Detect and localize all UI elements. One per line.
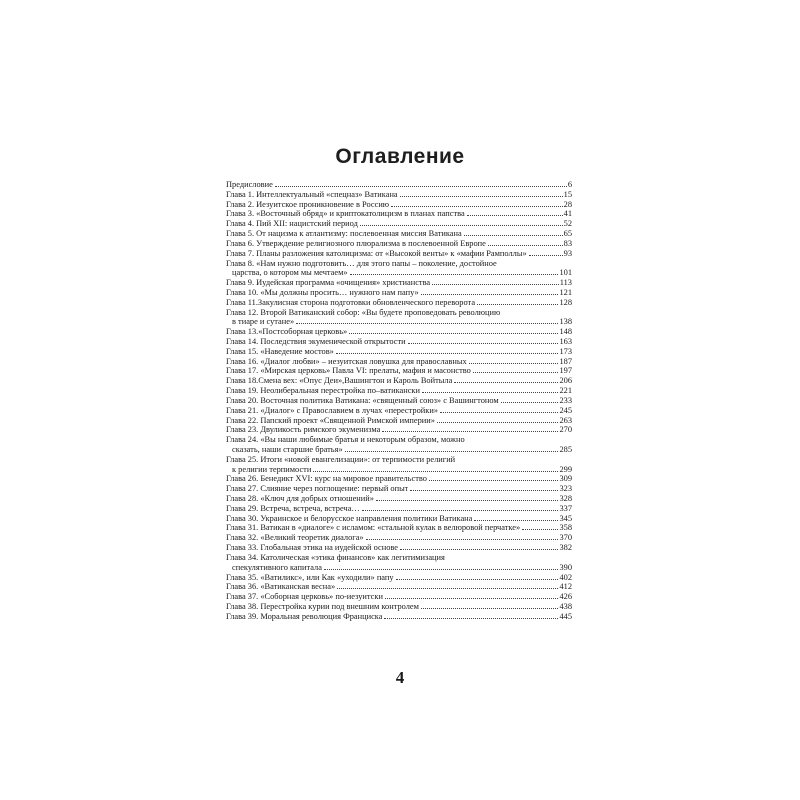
dot-leader: [384, 618, 558, 619]
dot-leader: [440, 412, 558, 413]
dot-leader: [324, 569, 558, 570]
toc-entry-title: Глава 17. «Мирская церковь» Павла VI: прелаты, мафия и масонство: [226, 366, 471, 376]
toc-entry-title: Глава 10. «Мы должны просить… нужного нам папу»: [226, 287, 419, 297]
toc-entry-title: Глава 11.Закулисная сторона подготовки обновленческого переворота: [226, 297, 476, 307]
toc-entry: [226, 268, 572, 278]
toc-entry: [226, 317, 572, 327]
toc-entry-title: спекулятивного капитала: [232, 562, 322, 572]
toc-entry: [226, 288, 572, 298]
toc-entry-title: Глава 37. «Соборная церковь» по-иезуитски: [226, 592, 383, 602]
dot-leader: [400, 549, 558, 550]
toc-entry-title: Глава 4. Пий XII: нацистский период: [226, 219, 358, 229]
page-title: Оглавление: [335, 145, 465, 168]
toc-entry-page: 370: [559, 533, 572, 543]
toc-entry-page: 65: [563, 229, 572, 239]
toc-entry-page: 221: [559, 386, 572, 396]
toc-entry-title: Глава 15. «Наведение мостов»: [226, 346, 334, 356]
toc-entry: [226, 298, 572, 308]
toc-entry-page: 358: [559, 523, 572, 533]
toc-entry-title: Глава 13.«Постсоборная церковь»: [226, 327, 348, 337]
toc-entry-title: Глава 39. Моральная революция Франциска: [226, 611, 383, 621]
toc-entry-page: 285: [559, 444, 572, 454]
toc-entry-title: Глава 16. «Диалог любви» – иезуитская ловушка для православных: [226, 356, 467, 366]
dot-leader: [467, 215, 563, 216]
dot-leader: [422, 392, 558, 393]
dot-leader: [477, 304, 558, 305]
toc-entry-page: 121: [559, 287, 572, 297]
toc-entry: [226, 494, 572, 504]
toc-entry: [226, 445, 572, 455]
toc-entry-title: Глава 26. Бенедикт XVI: курс на мировое правительство: [226, 474, 427, 484]
dot-leader: [396, 579, 559, 580]
toc-entry-page: 173: [559, 346, 572, 356]
dot-leader: [474, 520, 558, 521]
toc-entry: [226, 514, 572, 524]
toc-entry: [226, 229, 572, 239]
toc-entry-page: 270: [559, 425, 572, 435]
toc-entry-title: Глава 2. Иезуитское проникновение в Россию: [226, 199, 390, 209]
toc-entry: [226, 327, 572, 337]
dot-leader: [385, 598, 559, 599]
dot-leader: [313, 471, 558, 472]
toc-entry: [226, 612, 572, 622]
toc-entry-title: Предисловие: [226, 180, 273, 189]
toc-entry: [226, 337, 572, 347]
toc-entry: [226, 386, 572, 396]
toc-entry: [226, 376, 572, 386]
dot-leader: [473, 372, 559, 373]
dot-leader: [437, 422, 558, 423]
toc-entry: [226, 573, 572, 583]
toc-entry: [226, 523, 572, 533]
dot-leader: [336, 353, 559, 354]
dot-leader: [469, 363, 559, 364]
toc-entry-title: Глава 21. «Диалог» с Православием в лучах «перестройки»: [226, 405, 438, 415]
toc-entry-page: 402: [559, 572, 572, 582]
toc-entry: [226, 239, 572, 249]
toc-entry-page: 299: [559, 464, 572, 474]
toc-entry: [226, 435, 572, 445]
toc-entry-page: 28: [563, 199, 572, 209]
toc-entry: [226, 543, 572, 553]
toc-entry-page: 163: [559, 337, 572, 346]
toc-entry-title: Глава 5. От нацизма к атлантизму: послевоенная миссия Ватикана: [226, 229, 462, 239]
toc-entry-page: 93: [563, 248, 572, 258]
dot-leader: [522, 529, 558, 530]
toc-entry-page: 197: [559, 366, 572, 376]
dot-leader: [421, 608, 558, 609]
toc-entry-page: 337: [559, 503, 572, 513]
toc-entry: [226, 484, 572, 494]
toc-entry-title: к религии терпимости: [232, 464, 312, 474]
toc-entry: [226, 396, 572, 406]
toc-entry: [226, 357, 572, 367]
dot-leader: [408, 343, 559, 344]
toc-entry-title: сказать, наши старшие братья»: [232, 444, 343, 454]
toc-entry-page: 101: [559, 268, 572, 278]
toc-entry: [226, 425, 572, 435]
toc-entry-title: Глава 6. Утверждение религиозного плюрализма в послевоенной Европе: [226, 238, 486, 248]
toc-entry: [226, 209, 572, 219]
dot-leader: [345, 451, 559, 452]
toc-entry-page: 187: [559, 356, 572, 366]
dot-leader: [464, 235, 563, 236]
toc-entry-title: Глава 19. Неолиберальная перестройка по–ватикански: [226, 386, 420, 396]
toc-entry: [226, 347, 572, 357]
toc-entry-page: 390: [559, 562, 572, 572]
page-number: 4: [395, 668, 405, 687]
dot-leader: [410, 490, 558, 491]
toc-entry-title: Глава 38. Перестройка курии под внешним контролем: [226, 601, 419, 611]
toc-entry: [226, 219, 572, 229]
toc-entry-page: 138: [559, 317, 572, 327]
toc-entry-title: в тиаре и сутане»: [232, 317, 295, 327]
toc-entry-page: 113: [559, 278, 572, 288]
toc-entry-page: 41: [563, 209, 572, 219]
toc-entry: [226, 366, 572, 376]
dot-leader: [337, 588, 558, 589]
toc-entry: [226, 278, 572, 288]
toc-entry-title: Глава 31. Ватикан в «диалоге» с исламом: «стальной кулак в велюровой перчатке»: [226, 523, 521, 533]
toc-entry: [226, 563, 572, 573]
toc-entry: [226, 582, 572, 592]
dot-leader: [421, 294, 559, 295]
dot-leader: [296, 323, 558, 324]
toc-entry-page: 128: [559, 297, 572, 307]
toc-entry: [226, 533, 572, 543]
dot-leader: [350, 274, 559, 275]
dot-leader: [366, 539, 559, 540]
toc-entry: [226, 553, 572, 563]
toc-entry-title: Глава 28. «Ключ для добрых отношений»: [226, 494, 374, 503]
toc-entry-page: 83: [563, 238, 572, 248]
toc-entry: [226, 602, 572, 612]
toc-entry: [226, 249, 572, 259]
toc-entry-page: 263: [559, 415, 572, 425]
toc-entry: [226, 308, 572, 318]
toc-entry-page: 328: [559, 494, 572, 503]
toc-entry-page: 6: [567, 180, 572, 189]
toc-entry-page: 438: [559, 601, 572, 611]
toc-entry-page: 345: [559, 513, 572, 523]
toc-entry: [226, 455, 572, 465]
dot-leader: [400, 196, 563, 197]
dot-leader: [376, 500, 559, 501]
dot-leader: [501, 402, 559, 403]
toc-entry-title: Глава 27. Слияние через поглощение: первый опыт: [226, 484, 409, 494]
toc-entry-title: Глава 18.Смена вех: «Опус Деи»,Вашингтон и Кароль Войтыла: [226, 376, 453, 386]
toc-entry: [226, 259, 572, 269]
toc-entry: [226, 592, 572, 602]
toc-entry-title: Глава 7. Планы разложения католицизма: от «Высокой венты» к «мафии Рамполлы»: [226, 248, 527, 258]
toc-entry-page: 426: [559, 592, 572, 602]
dot-leader: [529, 255, 563, 256]
toc-entry-page: 245: [559, 405, 572, 415]
toc-entry-page: 412: [559, 582, 572, 592]
toc-entry-title: Глава 9. Иудейская программа «очищения» христианства: [226, 278, 431, 288]
toc-entry-title: Глава 23. Двуликость римского экуменизма: [226, 425, 381, 435]
dot-leader: [488, 245, 563, 246]
toc-entry: [226, 474, 572, 484]
toc-entry-title: Глава 33. Глобальная этика на иудейской основе: [226, 543, 399, 553]
toc-entry-title: Глава 20. Восточная политика Ватикана: «священный союз» с Вашингтоном: [226, 395, 499, 405]
toc-entry-title: Глава 36. «Ватиканская весна»: [226, 582, 336, 592]
toc-entry: [226, 180, 572, 190]
dot-leader: [429, 480, 558, 481]
toc-entry-page: 52: [563, 219, 572, 229]
toc-entry-title: Глава 24. «Вы наши любимые братья и некоторым образом, можно: [226, 435, 465, 445]
toc-entry-title: Глава 35. «Ватиликс», или Как «уходили» папу: [226, 572, 394, 582]
toc-entry: [226, 504, 572, 514]
toc-entry-title: Глава 1. Интеллектуальный «спецназ» Ватикана: [226, 189, 398, 199]
dot-leader: [391, 206, 563, 207]
toc-entry: [226, 200, 572, 210]
toc-entry-page: 148: [559, 327, 572, 337]
toc-entry-title: Глава 34. Католическая «этика финансов» как легитимизация: [226, 552, 445, 562]
toc-entry-title: Глава 14. Последствия экуменической открытости: [226, 337, 406, 346]
toc-entry: [226, 465, 572, 475]
toc-entry: [226, 190, 572, 200]
toc-entry-title: Глава 12. Второй Ватиканский собор: «Вы будете проповедовать революцию: [226, 307, 501, 317]
toc-entry-page: 15: [563, 189, 572, 199]
toc-entry-title: Глава 3. «Восточный обряд» и криптокатолицизм в планах папства: [226, 209, 465, 219]
dot-leader: [275, 186, 567, 187]
dot-leader: [362, 510, 559, 511]
toc-entry-title: Глава 22. Папский проект «Священной Римской империи»: [226, 415, 435, 425]
dot-leader: [360, 225, 563, 226]
toc-entry-title: Глава 30. Украинское и белорусское направления политики Ватикана: [226, 513, 473, 523]
toc-entry-title: царства, о котором мы мечтаем»: [232, 268, 348, 278]
dot-leader: [382, 431, 558, 432]
toc-entry-page: 382: [559, 543, 572, 553]
toc-entry-title: Глава 29. Встреча, встреча, встреча…: [226, 503, 360, 513]
table-of-contents: [226, 180, 572, 622]
toc-entry-page: 233: [559, 395, 572, 405]
toc-entry: [226, 416, 572, 426]
toc-entry-page: 445: [559, 611, 572, 621]
dot-leader: [349, 333, 558, 334]
dot-leader: [432, 284, 559, 285]
toc-entry: [226, 406, 572, 416]
toc-entry-page: 206: [559, 376, 572, 386]
toc-entry-title: Глава 25. Итоги «новой евангелизации»: от терпимости религий: [226, 454, 456, 464]
toc-entry-title: Глава 32. «Великий теоретик диалога»: [226, 533, 364, 543]
dot-leader: [454, 382, 558, 383]
toc-entry-page: 309: [559, 474, 572, 484]
toc-entry-title: Глава 8. «Нам нужно подготовить… для этого папы – поколение, достойное: [226, 258, 497, 268]
toc-entry-page: 323: [559, 484, 572, 494]
